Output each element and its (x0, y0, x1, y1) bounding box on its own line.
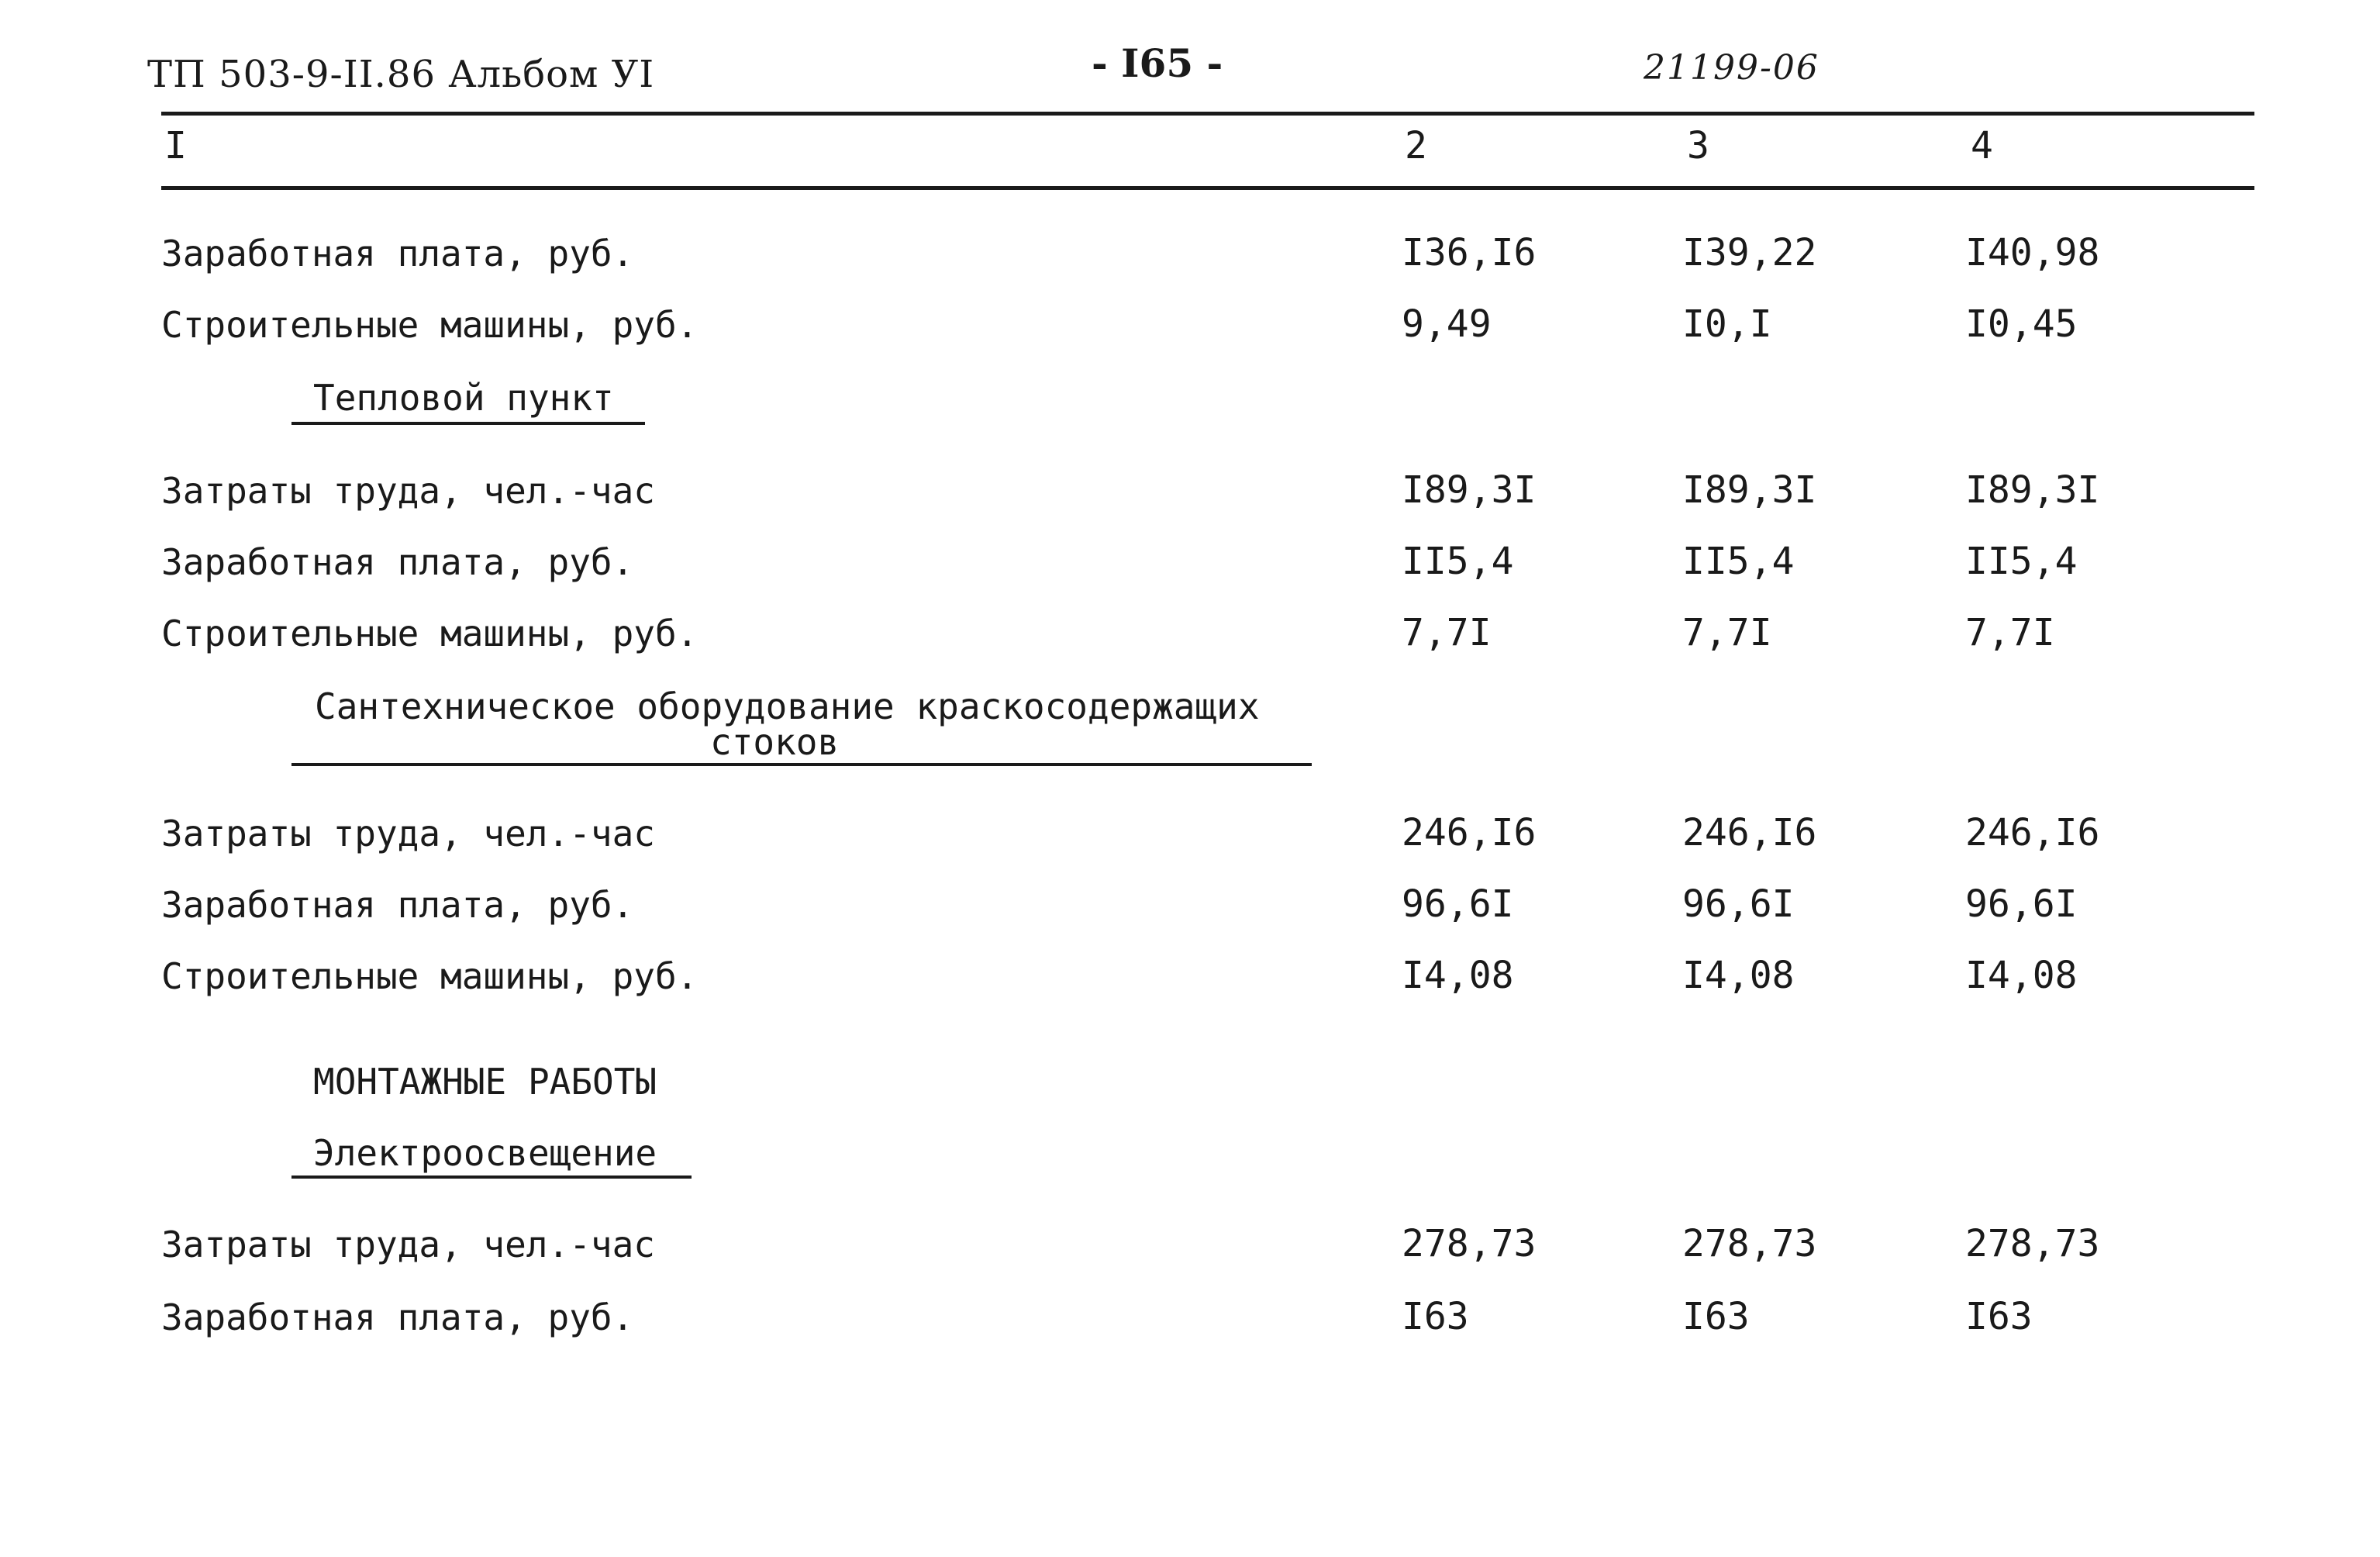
cell-col4: I0,45 (1965, 302, 2078, 346)
section-title-installation-works: МОНТАЖНЫЕ РАБОТЫ (313, 1061, 657, 1103)
section-title-heat-point: Тепловой пункт (313, 377, 614, 419)
cell-col3: I89,3I (1682, 468, 1817, 512)
cell-col4: 7,7I (1965, 611, 2055, 654)
section-title-sanitary-line2: стоков (710, 721, 840, 763)
cell-col2: I36,I6 (1402, 231, 1537, 274)
cell-col3: I39,22 (1682, 231, 1817, 274)
cell-col2: 278,73 (1402, 1222, 1537, 1265)
header-rule-bottom (161, 186, 2254, 190)
column-header-3: 3 (1687, 124, 1709, 167)
section-underline (291, 763, 1312, 766)
document-code: 21199-06 (1644, 48, 1819, 88)
cell-col3: II5,4 (1682, 540, 1795, 583)
cell-col2: 7,7I (1402, 611, 1492, 654)
row-label: Строительные машины, руб. (161, 304, 698, 346)
cell-col2: I4,08 (1402, 954, 1514, 997)
cell-col4: I89,3I (1965, 468, 2100, 512)
cell-col3: I0,I (1682, 302, 1772, 346)
cell-col2: 9,49 (1402, 302, 1492, 346)
section-underline (291, 1176, 692, 1179)
column-header-4: 4 (1971, 124, 1993, 167)
cell-col3: 7,7I (1682, 611, 1772, 654)
header-rule-top (161, 112, 2254, 116)
column-header-1: I (164, 124, 187, 167)
cell-col4: I40,98 (1965, 231, 2100, 274)
row-label: Заработная плата, руб. (161, 233, 634, 274)
row-label: Строительные машины, руб. (161, 613, 698, 654)
cell-col4: 278,73 (1965, 1222, 2100, 1265)
row-label: Заработная плата, руб. (161, 541, 634, 583)
cell-col4: I4,08 (1965, 954, 2078, 997)
cell-col4: 96,6I (1965, 882, 2078, 926)
cell-col2: 246,I6 (1402, 811, 1537, 854)
section-title-electric-lighting: Электроосвещение (313, 1132, 657, 1174)
cell-col3: I4,08 (1682, 954, 1795, 997)
cell-col3: 278,73 (1682, 1222, 1817, 1265)
cell-col4: 246,I6 (1965, 811, 2100, 854)
cell-col4: I63 (1965, 1295, 2033, 1338)
cell-col2: I89,3I (1402, 468, 1537, 512)
row-label: Заработная плата, руб. (161, 884, 634, 926)
row-label: Затраты труда, чел.-час (161, 1224, 655, 1265)
cell-col3: 246,I6 (1682, 811, 1817, 854)
row-label: Заработная плата, руб. (161, 1296, 634, 1338)
page-number: - I65 - (1092, 40, 1223, 86)
row-label: Строительные машины, руб. (161, 955, 698, 997)
document-reference: ТП 503-9-II.86 Альбом УI (147, 53, 655, 96)
section-underline (291, 422, 645, 425)
cell-col3: I63 (1682, 1295, 1750, 1338)
cell-col4: II5,4 (1965, 540, 2078, 583)
section-title-sanitary-line1: Сантехническое оборудование краскосодержащих (315, 685, 1260, 727)
cell-col2: I63 (1402, 1295, 1469, 1338)
row-label: Затраты труда, чел.-час (161, 470, 655, 512)
cell-col3: 96,6I (1682, 882, 1795, 926)
row-label: Затраты труда, чел.-час (161, 813, 655, 854)
cell-col2: 96,6I (1402, 882, 1514, 926)
cell-col2: II5,4 (1402, 540, 1514, 583)
column-header-2: 2 (1405, 124, 1427, 167)
